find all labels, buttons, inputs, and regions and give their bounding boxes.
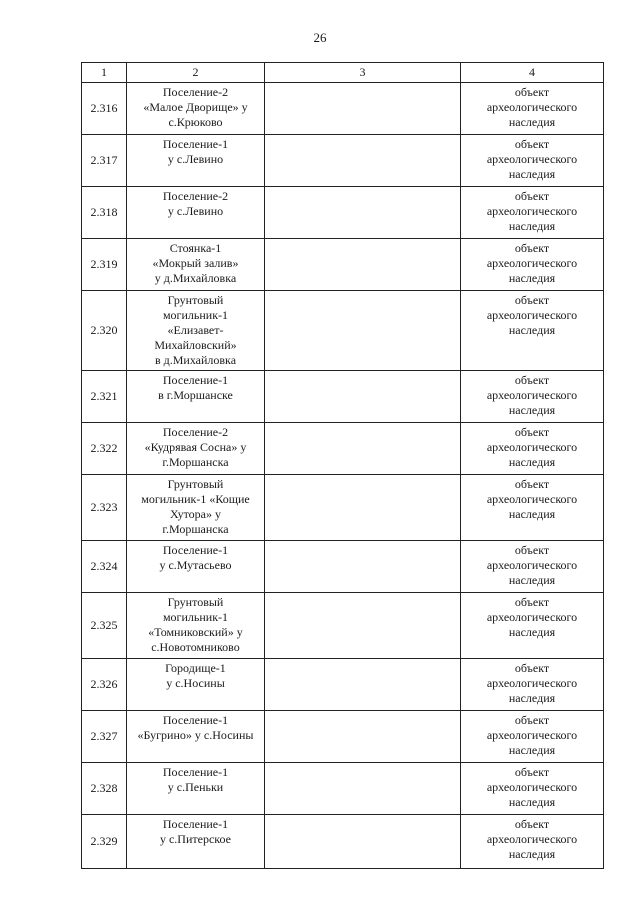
table-header-row xyxy=(82,63,604,83)
object-name-line: Поселение-2 xyxy=(162,425,229,439)
row-number: 2.317 xyxy=(82,135,127,187)
object-name-line: могильник-1 «Кощие xyxy=(141,492,250,506)
heritage-category xyxy=(461,763,604,815)
heritage-category-line: наследия xyxy=(508,455,556,469)
location-cell xyxy=(265,541,461,593)
heritage-category-line: археологического xyxy=(486,388,578,402)
heritage-category-line: объект xyxy=(514,293,550,307)
heritage-category-line: объект xyxy=(514,373,550,387)
heritage-category-line: наследия xyxy=(508,795,556,809)
object-name-line: могильник-1 xyxy=(162,308,229,322)
object-name xyxy=(127,593,265,659)
location-cell xyxy=(265,239,461,291)
object-name xyxy=(127,135,265,187)
heritage-category-line: наследия xyxy=(508,115,556,129)
object-name-line: Поселение-1 xyxy=(162,817,229,831)
table-row xyxy=(82,763,604,815)
heritage-category-line: наследия xyxy=(508,743,556,757)
object-name-line: в г.Моршанске xyxy=(158,388,233,402)
heritage-category-line: наследия xyxy=(508,847,556,861)
column-header-4: 4 xyxy=(461,63,604,83)
object-name-line: Грунтовый xyxy=(167,293,224,307)
heritage-category-line: объект xyxy=(514,543,550,557)
object-name xyxy=(127,711,265,763)
heritage-category-line: объект xyxy=(514,713,550,727)
heritage-category-line: объект xyxy=(514,817,550,831)
row-number: 2.328 xyxy=(82,763,127,815)
heritage-category xyxy=(461,711,604,763)
object-name-line: г.Моршанска xyxy=(162,455,229,469)
heritage-category-line: объект xyxy=(514,137,550,151)
object-name-line: Поселение-2 xyxy=(162,189,229,203)
location-cell xyxy=(265,711,461,763)
table-row xyxy=(82,187,604,239)
object-name-line: «Малое Дворище» у xyxy=(143,100,248,114)
object-name xyxy=(127,187,265,239)
heritage-category-line: археологического xyxy=(486,256,578,270)
object-name xyxy=(127,291,265,371)
object-name-line: Поселение-1 xyxy=(162,373,229,387)
object-name-line: «Томниковский» у xyxy=(148,625,243,639)
object-name-line: у с.Пеньки xyxy=(167,780,224,794)
object-name xyxy=(127,763,265,815)
location-cell xyxy=(265,83,461,135)
column-header-2: 2 xyxy=(127,63,265,83)
object-name xyxy=(127,423,265,475)
row-number: 2.318 xyxy=(82,187,127,239)
row-number: 2.325 xyxy=(82,593,127,659)
heritage-category-line: наследия xyxy=(508,403,556,417)
heritage-category-line: объект xyxy=(514,241,550,255)
column-header-1: 1 xyxy=(82,63,127,83)
object-name xyxy=(127,475,265,541)
heritage-category-line: объект xyxy=(514,765,550,779)
heritage-category-line: археологического xyxy=(486,832,578,846)
object-name xyxy=(127,541,265,593)
object-name-line: у с.Левино xyxy=(167,204,224,218)
heritage-category xyxy=(461,291,604,371)
table-row xyxy=(82,659,604,711)
object-name-line: «Мокрый залив» xyxy=(152,256,239,270)
row-number: 2.323 xyxy=(82,475,127,541)
object-name-line: Поселение-1 xyxy=(162,713,229,727)
location-cell xyxy=(265,815,461,869)
heritage-registry-table xyxy=(81,62,604,869)
object-name-line: у с.Мутасьево xyxy=(159,558,232,572)
heritage-category-line: наследия xyxy=(508,625,556,639)
heritage-category xyxy=(461,815,604,869)
row-number: 2.329 xyxy=(82,815,127,869)
object-name-line: Хутора» у xyxy=(169,507,222,521)
heritage-category-line: наследия xyxy=(508,219,556,233)
table-row xyxy=(82,291,604,371)
heritage-category xyxy=(461,187,604,239)
object-name-line: г.Моршанска xyxy=(162,522,229,536)
heritage-category-line: археологического xyxy=(486,100,578,114)
object-name xyxy=(127,659,265,711)
heritage-category-line: археологического xyxy=(486,440,578,454)
heritage-category-line: археологического xyxy=(486,152,578,166)
heritage-category xyxy=(461,475,604,541)
object-name-line: Городище-1 xyxy=(165,661,226,675)
object-name-line: Грунтовый xyxy=(167,595,224,609)
row-number: 2.316 xyxy=(82,83,127,135)
location-cell xyxy=(265,291,461,371)
object-name-line: у с.Носины xyxy=(166,676,225,690)
column-header-3: 3 xyxy=(265,63,461,83)
object-name-line: в д.Михайловка xyxy=(154,353,237,367)
object-name-line: у с.Питерское xyxy=(159,832,231,846)
table-row xyxy=(82,711,604,763)
heritage-category-line: археологического xyxy=(486,676,578,690)
object-name xyxy=(127,371,265,423)
row-number: 2.324 xyxy=(82,541,127,593)
row-number: 2.326 xyxy=(82,659,127,711)
page-number: 26 xyxy=(313,30,327,45)
heritage-category xyxy=(461,239,604,291)
object-name-line: Поселение-1 xyxy=(162,137,229,151)
location-cell xyxy=(265,423,461,475)
table-row xyxy=(82,83,604,135)
heritage-category xyxy=(461,541,604,593)
table-row xyxy=(82,815,604,869)
heritage-category-line: наследия xyxy=(508,573,556,587)
heritage-category-line: объект xyxy=(514,595,550,609)
object-name-line: «Кудрявая Сосна» у xyxy=(144,440,247,454)
object-name xyxy=(127,83,265,135)
object-name-line: могильник-1 xyxy=(162,610,229,624)
object-name-line: Поселение-1 xyxy=(162,765,229,779)
table-row xyxy=(82,423,604,475)
object-name-line: «Бугрино» у с.Носины xyxy=(137,728,254,742)
heritage-category xyxy=(461,659,604,711)
object-name-line: с.Крюково xyxy=(168,115,223,129)
heritage-category-line: археологического xyxy=(486,492,578,506)
heritage-category-line: наследия xyxy=(508,271,556,285)
location-cell xyxy=(265,135,461,187)
heritage-category xyxy=(461,83,604,135)
location-cell xyxy=(265,593,461,659)
object-name-line: Поселение-1 xyxy=(162,543,229,557)
heritage-category-line: объект xyxy=(514,477,550,491)
heritage-category-line: археологического xyxy=(486,558,578,572)
table-row xyxy=(82,135,604,187)
heritage-category-line: объект xyxy=(514,661,550,675)
heritage-category-line: объект xyxy=(514,85,550,99)
heritage-category-line: археологического xyxy=(486,204,578,218)
object-name-line: Поселение-2 xyxy=(162,85,229,99)
location-cell xyxy=(265,371,461,423)
object-name-line: Стоянка-1 xyxy=(169,241,222,255)
heritage-category-line: объект xyxy=(514,189,550,203)
heritage-category-line: наследия xyxy=(508,323,556,337)
heritage-category-line: археологического xyxy=(486,780,578,794)
object-name-line: у с.Левино xyxy=(167,152,224,166)
table-row xyxy=(82,593,604,659)
location-cell xyxy=(265,187,461,239)
object-name-line: Грунтовый xyxy=(167,477,224,491)
table-row xyxy=(82,475,604,541)
heritage-category-line: археологического xyxy=(486,728,578,742)
heritage-category-line: наследия xyxy=(508,507,556,521)
object-name-line: у д.Михайловка xyxy=(154,271,237,285)
location-cell xyxy=(265,475,461,541)
location-cell xyxy=(265,659,461,711)
row-number: 2.327 xyxy=(82,711,127,763)
object-name-line: «Елизавет- xyxy=(167,323,224,337)
heritage-category xyxy=(461,371,604,423)
object-name-line: с.Новотомниково xyxy=(151,640,240,654)
row-number: 2.322 xyxy=(82,423,127,475)
row-number: 2.320 xyxy=(82,291,127,371)
heritage-category-line: археологического xyxy=(486,610,578,624)
heritage-category-line: археологического xyxy=(486,308,578,322)
row-number: 2.319 xyxy=(82,239,127,291)
table-row xyxy=(82,371,604,423)
heritage-category xyxy=(461,135,604,187)
object-name xyxy=(127,815,265,869)
heritage-category-line: наследия xyxy=(508,167,556,181)
location-cell xyxy=(265,763,461,815)
heritage-category-line: объект xyxy=(514,425,550,439)
table-row xyxy=(82,239,604,291)
object-name-line: Михайловский» xyxy=(154,338,237,352)
row-number: 2.321 xyxy=(82,371,127,423)
object-name xyxy=(127,239,265,291)
table-row xyxy=(82,541,604,593)
heritage-category xyxy=(461,593,604,659)
heritage-category-line: наследия xyxy=(508,691,556,705)
heritage-category xyxy=(461,423,604,475)
